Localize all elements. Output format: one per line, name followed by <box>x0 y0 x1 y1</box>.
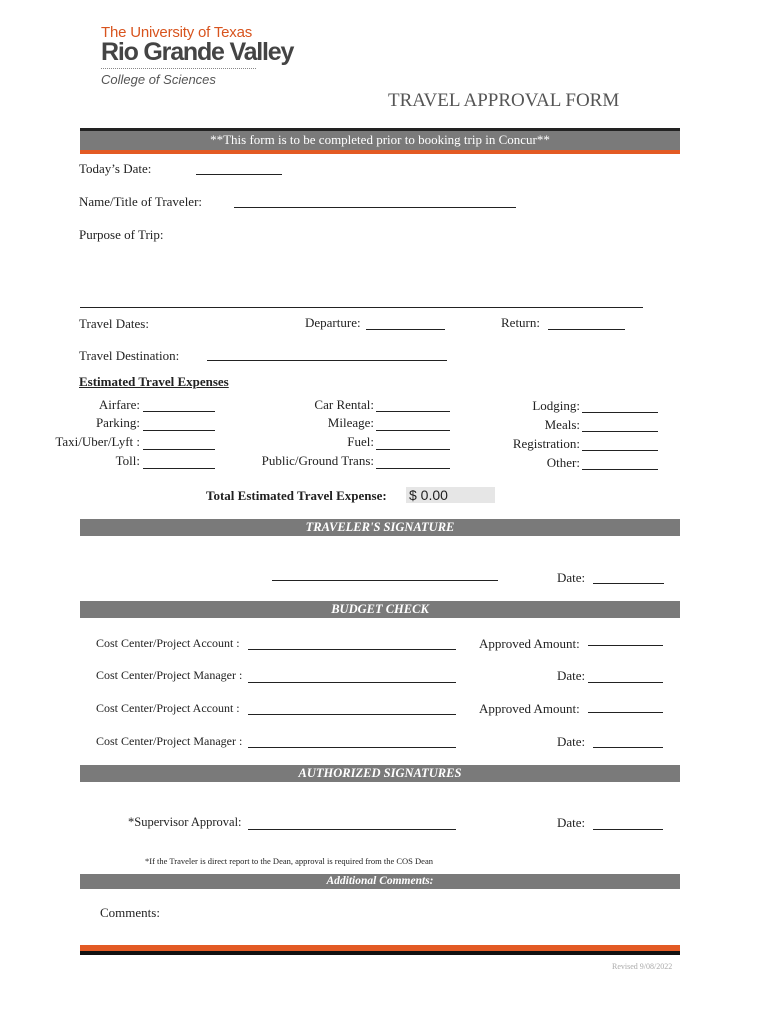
cc-manager-label: Cost Center/Project Manager : <box>96 734 243 748</box>
revised-date: Revised 9/08/2022 <box>612 962 673 971</box>
supervisor-date-field[interactable] <box>593 829 663 830</box>
footer-black-rule <box>80 951 680 955</box>
cc-account-field[interactable] <box>248 649 456 650</box>
expense-field[interactable] <box>376 430 450 431</box>
logo-divider <box>101 68 256 69</box>
budget-date-label: Date: <box>557 734 586 749</box>
cc-manager-label: Cost Center/Project Manager : <box>96 668 243 682</box>
comments-label: Comments: <box>100 905 160 920</box>
approved-amount-label: Approved Amount: <box>479 636 580 651</box>
destination-field[interactable] <box>207 360 447 361</box>
expense-label: Airfare: <box>98 397 140 412</box>
expense-label: Fuel: <box>347 434 374 449</box>
expense-label: Meals: <box>544 417 580 432</box>
return-field[interactable] <box>548 329 625 330</box>
purpose-field[interactable] <box>80 307 643 308</box>
notice-text: **This form is to be completed prior to booking trip in Concur** <box>210 132 550 147</box>
additional-comments-header: Additional Comments: <box>80 874 680 889</box>
expense-label: Toll: <box>115 453 140 468</box>
budget-date-field[interactable] <box>588 682 663 683</box>
expense-field[interactable] <box>143 411 215 412</box>
expense-field[interactable] <box>582 431 658 432</box>
expense-label: Public/Ground Trans: <box>261 453 374 468</box>
expense-label: Taxi/Uber/Lyft : <box>55 434 140 449</box>
approved-amount-field[interactable] <box>588 712 663 713</box>
form-title: TRAVEL APPROVAL FORM <box>388 90 620 111</box>
departure-label: Departure: <box>305 315 361 330</box>
budget-check-header: BUDGET CHECK <box>80 601 680 618</box>
logo-university-text: The University of Texas <box>101 24 253 41</box>
dean-approval-note: *If the Traveler is direct report to the Dean, approval is required from the COS Dean <box>145 856 433 866</box>
budget-date-label: Date: <box>557 668 586 683</box>
traveler-signature-field[interactable] <box>272 580 498 581</box>
logo-college-text: College of Sciences <box>101 72 216 87</box>
supervisor-approval-label: *Supervisor Approval: <box>128 815 242 829</box>
expense-label: Parking: <box>95 415 140 430</box>
logo-rgv-text: Rio Grande Valley <box>101 38 294 66</box>
expenses-heading: Estimated Travel Expenses <box>79 374 229 389</box>
total-expense-value: $ 0.00 <box>409 487 448 503</box>
cc-manager-field[interactable] <box>248 682 456 683</box>
expense-label: Car Rental: <box>314 397 374 412</box>
departure-field[interactable] <box>366 329 445 330</box>
destination-label: Travel Destination: <box>79 348 180 363</box>
expense-field[interactable] <box>143 468 215 469</box>
supervisor-approval-field[interactable] <box>248 829 456 830</box>
expense-label: Lodging: <box>532 398 580 413</box>
supervisor-date-label: Date: <box>557 815 586 830</box>
cc-account-field[interactable] <box>248 714 456 715</box>
purpose-label: Purpose of Trip: <box>79 227 164 242</box>
notice-orange-rule <box>80 150 680 154</box>
expense-field[interactable] <box>143 449 215 450</box>
expense-field[interactable] <box>376 468 450 469</box>
signature-date-field[interactable] <box>593 583 664 584</box>
cc-account-label: Cost Center/Project Account : <box>96 636 240 650</box>
todays-date-label: Today’s Date: <box>79 161 152 176</box>
traveler-signature-header: TRAVELER'S SIGNATURE <box>80 519 680 536</box>
approved-amount-label: Approved Amount: <box>479 701 580 716</box>
budget-date-field[interactable] <box>593 747 663 748</box>
expense-label: Mileage: <box>327 415 374 430</box>
expense-field[interactable] <box>376 411 450 412</box>
signature-date-label: Date: <box>557 570 586 585</box>
return-label: Return: <box>501 315 540 330</box>
name-title-label: Name/Title of Traveler: <box>79 194 203 209</box>
cc-manager-field[interactable] <box>248 747 456 748</box>
name-title-field[interactable] <box>234 207 516 208</box>
expense-label: Registration: <box>512 436 580 451</box>
expense-field[interactable] <box>582 412 658 413</box>
expense-field[interactable] <box>143 430 215 431</box>
todays-date-field[interactable] <box>196 174 282 175</box>
expense-field[interactable] <box>582 469 658 470</box>
expense-field[interactable] <box>582 450 658 451</box>
approved-amount-field[interactable] <box>588 645 663 646</box>
expense-label: Other: <box>546 455 580 470</box>
total-expense-label: Total Estimated Travel Expense: <box>206 488 387 503</box>
expense-field[interactable] <box>376 449 450 450</box>
cc-account-label: Cost Center/Project Account : <box>96 701 240 715</box>
travel-dates-label: Travel Dates: <box>79 316 149 331</box>
authorized-signatures-header: AUTHORIZED SIGNATURES <box>80 765 680 782</box>
